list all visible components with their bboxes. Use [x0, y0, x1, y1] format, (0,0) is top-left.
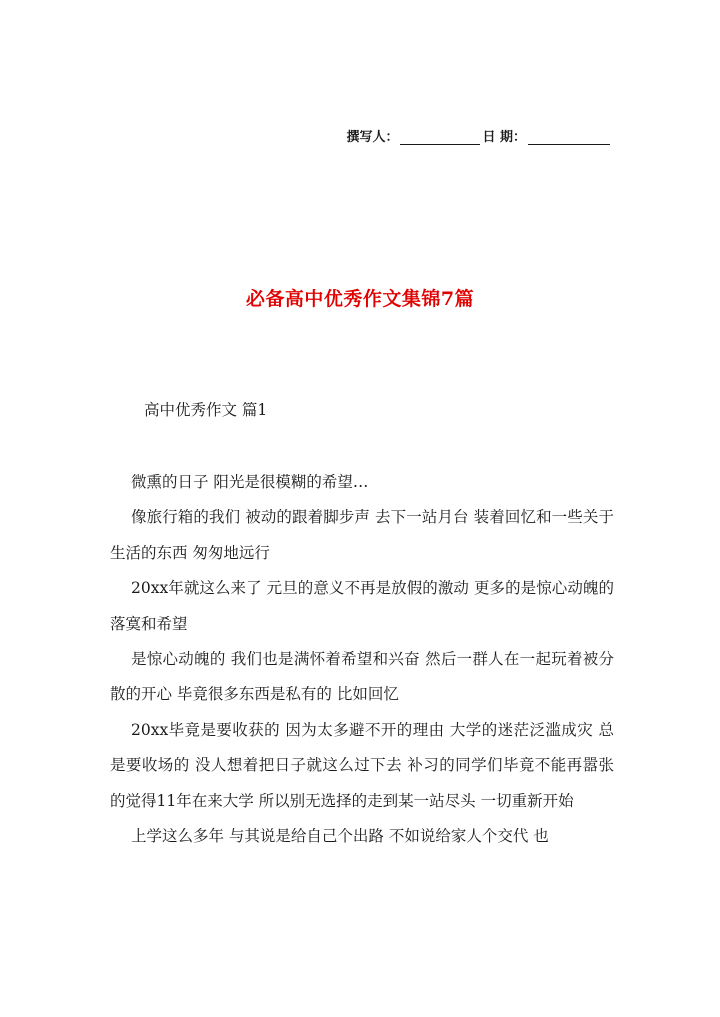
essay-body: [110, 465, 614, 854]
date-blank: [528, 130, 610, 145]
paragraph: 是惊心动魄的 我们也是满怀着希望和兴奋 然后一群人在一起玩着被分散的开心 毕竟很多东西是私有的 比如回忆: [110, 650, 614, 704]
paragraph: 20xx毕竟是要收获的 因为太多避不开的理由 大学的迷茫泛滥成灾 总是要收场的 没人想着把日子就这么过下去 补习的同学们毕竟不能再嚣张的觉得11年在来大学 所以别无选择的走到某一站尽头 一切重新开始: [110, 720, 614, 810]
paragraph: 上学这么多年 与其说是给自己个出路 不如说给家人个交代 也: [131, 827, 549, 846]
date-label: 日 期：: [482, 130, 526, 145]
author-blank: [400, 130, 480, 145]
paragraph: 微熏的日子 阳光是很模糊的希望…: [131, 473, 369, 491]
author-date-line: [346, 126, 612, 145]
section-heading: 高中优秀作文 篇1: [144, 401, 268, 419]
paragraph: 20xx年就这么来了 元旦的意义不再是放假的激动 更多的是惊心动魄的落寞和希望: [110, 579, 614, 633]
paragraph: 像旅行箱的我们 被动的跟着脚步声 去下一站月台 装着回忆和一些关于生活的东西 匆匆地远行: [110, 508, 614, 562]
document-title: 必备高中优秀作文集锦7篇: [245, 288, 475, 310]
author-label: 撰写人：: [346, 130, 399, 145]
